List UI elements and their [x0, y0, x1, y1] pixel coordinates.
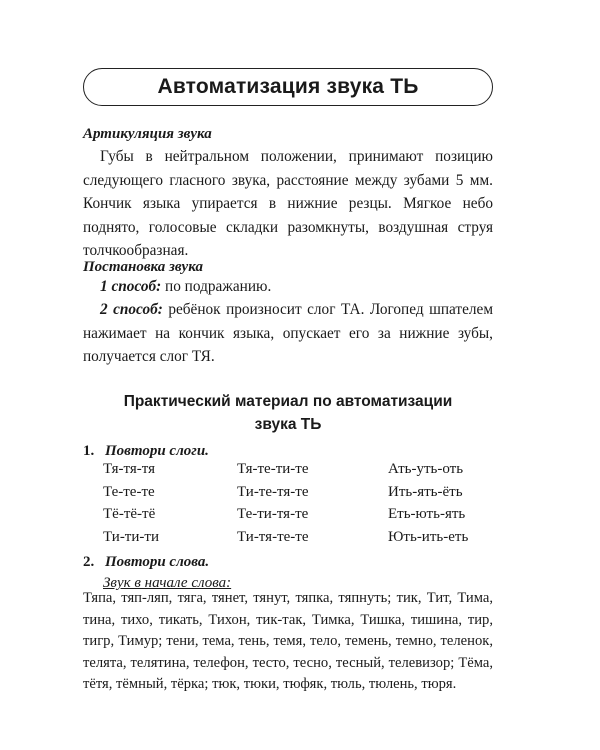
syllable-item: Ти-ти-ти: [103, 528, 159, 545]
syllables-column-3: [388, 458, 468, 548]
syllables-column-2: [237, 458, 308, 548]
method-2-text: ребёнок произносит слог ТА. Логопед шпателем нажимает на кончик языка, опускает его за нижние зубы, получается слог ТЯ.: [83, 301, 494, 365]
syllables-column-1: [103, 458, 159, 548]
practical-heading: [83, 390, 493, 436]
task-2-heading: [83, 554, 209, 571]
method-2-label: 2 способ:: [100, 301, 163, 318]
task-2-title: Повтори слова.: [105, 554, 210, 570]
page-title: Автоматизация звука ТЬ: [157, 75, 419, 98]
syllable-item: Ти-те-тя-те: [237, 483, 309, 500]
syllable-item: Те-те-те: [103, 483, 155, 500]
syllable-item: Тё-тё-тё: [103, 506, 156, 522]
syllable-item: Те-ти-тя-те: [237, 506, 309, 522]
syllable-item: Тя-тя-тя: [103, 461, 155, 477]
task-2-number: 2.: [83, 554, 95, 570]
setup-method-1: [83, 275, 493, 299]
practical-heading-line-1: Практический материал по автоматизации: [123, 393, 453, 410]
articulation-text: Губы в нейтральном положении, принимают позицию следующего гласного звука, расстояние между зубами 5 мм. Кончик языка упирается в нижние резцы. Мягкое небо поднято, голосовые складки разомкнуты, воздушная струя толчкообразная.: [83, 148, 493, 259]
syllable-item: Еть-ють-ять: [388, 506, 466, 522]
setup-method-2: [83, 298, 493, 369]
syllable-item: Ить-ять-ёть: [388, 483, 463, 500]
method-1-text: по подражанию.: [161, 278, 272, 295]
setup-heading: Постановка звука: [83, 259, 203, 275]
task-1-title: Повтори слоги.: [105, 443, 209, 459]
syllable-item: Тя-те-ти-те: [237, 461, 309, 477]
task-1-number: 1.: [83, 443, 95, 459]
task-2-subheading: Звук в начале слова:: [103, 575, 232, 591]
task-2-words: Тяпа, тяп-ляп, тяга, тянет, тянут, тяпка, тяпнуть; тик, Тит, Тима, тина, тихо, тикать, Тихон, тик-так, Тимка, Тишка, тишина, тир, тигр, Тимур; тени, тема, тень, темя, тело, темень, темно, теленок, телята, телятина, телефон, тесто, тесно, тесный, телевизор; Тёма, тётя, тёмный, тёрка; тюк, тюки, тюфяк, тюль, тюлень, тюря.: [83, 590, 493, 693]
syllable-item: Ти-тя-те-те: [237, 528, 309, 545]
method-1-label: 1 способ:: [100, 278, 162, 295]
syllable-item: Ать-уть-оть: [388, 461, 464, 477]
title-box: [83, 68, 493, 106]
articulation-heading: Артикуляция звука: [83, 126, 212, 142]
syllable-item: Ють-ить-еть: [388, 528, 469, 545]
practical-heading-line-2: звука ТЬ: [254, 416, 322, 433]
